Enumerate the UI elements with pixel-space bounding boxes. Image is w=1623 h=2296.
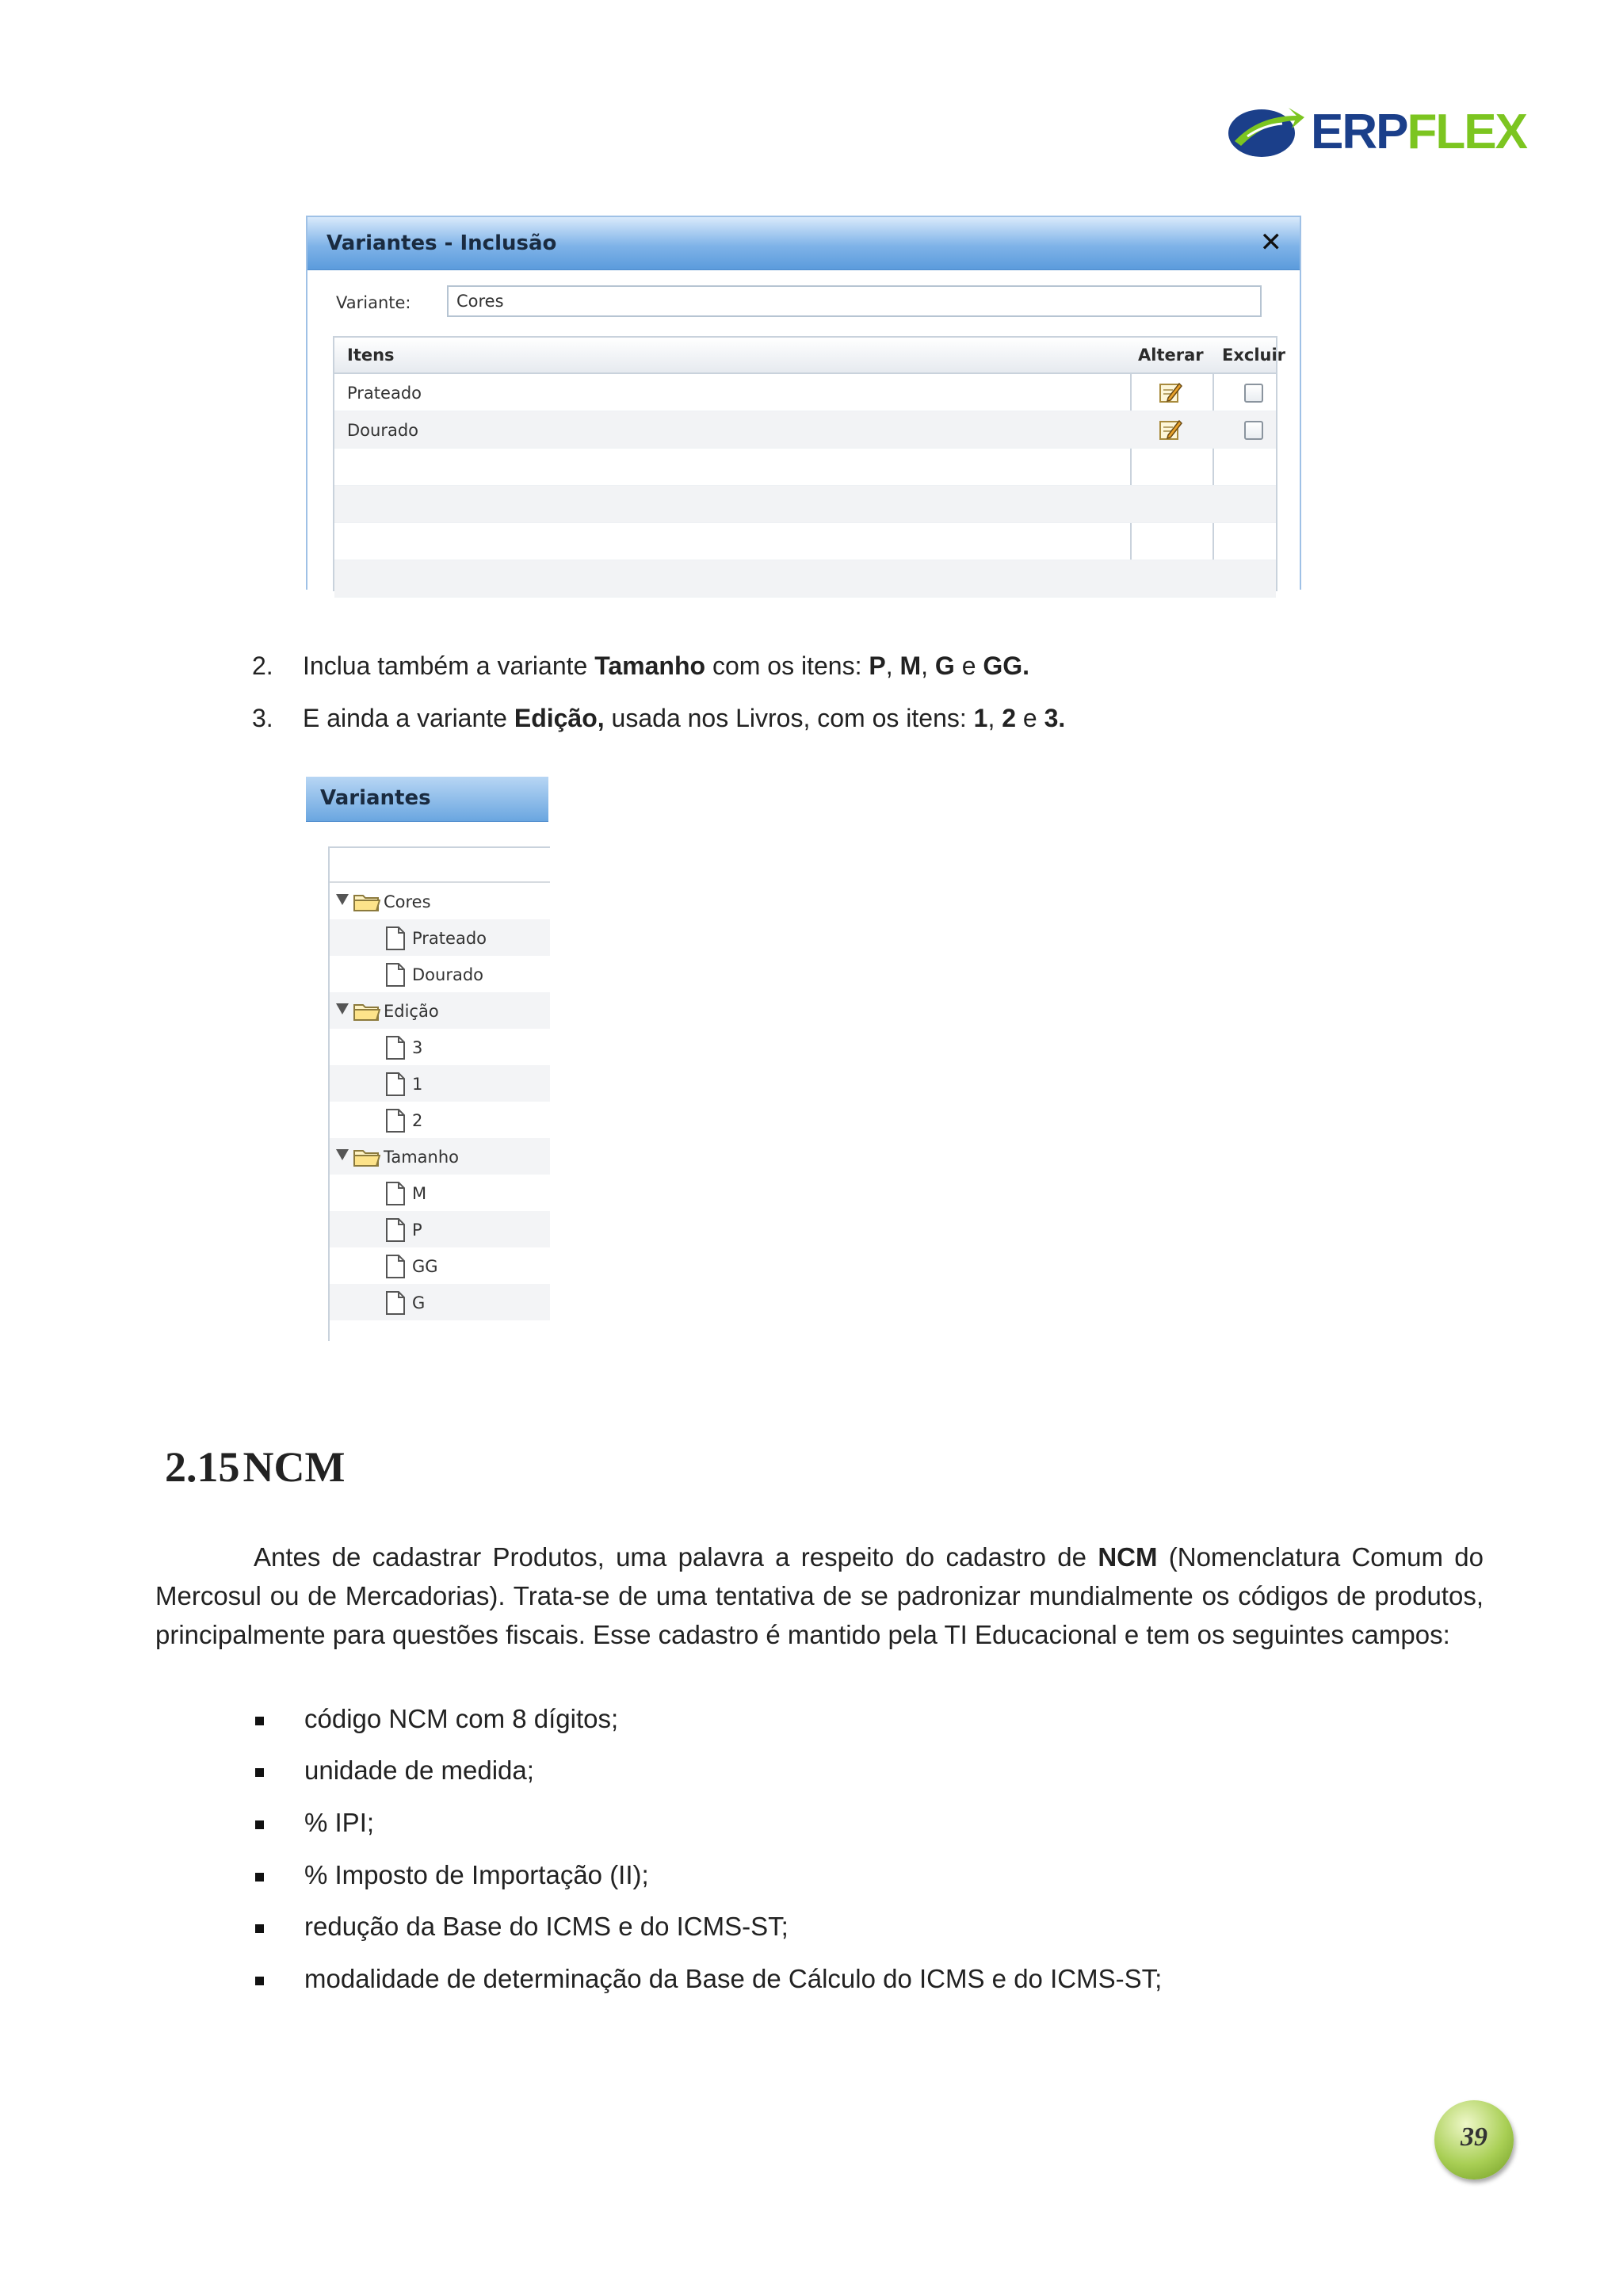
excluir-checkbox[interactable]	[1244, 421, 1263, 440]
column-header-alterar: Alterar	[1138, 346, 1204, 365]
section-number: 2.15	[165, 1443, 240, 1491]
bullet-square-icon	[255, 1977, 264, 1985]
tree-leaf-label: GG	[412, 1257, 438, 1276]
table-row	[334, 411, 1276, 449]
tree-leaf-label: P	[412, 1221, 422, 1240]
table-row	[334, 374, 1276, 411]
list-text: Inclua também a variante Tamanho com os itens: P, M, G e GG.	[303, 651, 1030, 680]
logo-swoosh-icon	[1227, 101, 1306, 163]
erpflex-logo	[1227, 101, 1526, 163]
bullet-square-icon	[255, 1873, 264, 1881]
close-icon[interactable]: ✕	[1259, 227, 1282, 258]
tree-leaf-label: 1	[412, 1075, 423, 1094]
table-row-empty	[334, 486, 1276, 523]
tree-folder-label: Cores	[384, 892, 431, 911]
tree-body	[328, 846, 550, 1341]
tree-leaf-row[interactable]	[330, 1211, 550, 1247]
variantes-inclusao-dialog	[306, 216, 1301, 590]
tree-folder-label: Tamanho	[384, 1148, 460, 1167]
list-number: 2.	[252, 651, 273, 680]
tree-folder-row[interactable]	[330, 992, 550, 1029]
tree-leaf-row[interactable]	[330, 919, 550, 956]
page-number-badge	[1434, 2100, 1514, 2179]
paragraph-bold: NCM	[1098, 1542, 1158, 1572]
tree-folder-row[interactable]	[330, 1138, 550, 1175]
column-header-itens: Itens	[347, 346, 395, 365]
folder-open-icon	[353, 1002, 380, 1021]
document-icon	[385, 1072, 406, 1097]
list-text: E ainda a variante Edição, usada nos Livros, com os itens: 1, 2 e 3.	[303, 704, 1066, 732]
tree-leaf-label: 2	[412, 1111, 423, 1130]
folder-open-icon	[353, 1148, 380, 1167]
tree-leaf-row[interactable]	[330, 1102, 550, 1138]
variante-label: Variante:	[336, 293, 411, 312]
table-row-empty	[334, 523, 1276, 560]
dialog-titlebar	[307, 217, 1300, 270]
table-row-empty	[334, 449, 1276, 486]
page-number: 39	[1461, 2122, 1487, 2152]
item-label: Dourado	[347, 421, 419, 440]
variantes-tree-panel	[306, 777, 548, 1341]
tree-header	[330, 846, 550, 883]
document-icon	[385, 1254, 406, 1279]
edit-icon[interactable]	[1159, 418, 1182, 441]
expand-triangle-icon[interactable]	[336, 1003, 349, 1014]
bullet-text: % IPI;	[304, 1808, 375, 1837]
document-icon	[385, 1181, 406, 1206]
document-icon	[385, 962, 406, 988]
tree-leaf-row[interactable]	[330, 1065, 550, 1102]
column-header-excluir: Excluir	[1222, 346, 1286, 365]
tree-leaf-label: 3	[412, 1038, 423, 1057]
paragraph-part1: Antes de cadastrar Produtos, uma palavra a respeito do cadastro de	[254, 1542, 1098, 1572]
logo-text-flex: FLEX	[1407, 105, 1526, 159]
bullet-text: redução da Base do ICMS e do ICMS-ST;	[304, 1912, 789, 1941]
tree-leaf-row[interactable]	[330, 1029, 550, 1065]
item-label: Prateado	[347, 384, 422, 403]
tree-leaf-row[interactable]	[330, 1247, 550, 1284]
bullet-text: código NCM com 8 dígitos;	[304, 1704, 619, 1733]
tree-leaf-label: Prateado	[412, 929, 487, 948]
bullet-square-icon	[255, 1924, 264, 1933]
expand-triangle-icon[interactable]	[336, 1149, 349, 1160]
list-number: 3.	[252, 704, 273, 732]
logo-text-erp: ERP	[1311, 105, 1407, 159]
tree-leaf-row[interactable]	[330, 956, 550, 992]
section-heading	[165, 1442, 345, 1492]
document-icon	[385, 1290, 406, 1316]
folder-open-icon	[353, 892, 380, 911]
tree-folder-row[interactable]	[330, 883, 550, 919]
edit-icon[interactable]	[1159, 380, 1182, 404]
document-icon	[385, 1108, 406, 1133]
grid-header	[334, 338, 1286, 374]
bullet-square-icon	[255, 1768, 264, 1777]
bullet-text: unidade de medida;	[304, 1755, 534, 1785]
tree-leaf-label: Dourado	[412, 965, 484, 984]
expand-triangle-icon[interactable]	[336, 894, 349, 905]
document-icon	[385, 926, 406, 951]
excluir-checkbox[interactable]	[1244, 384, 1263, 403]
bullet-square-icon	[255, 1820, 264, 1829]
paragraph-part2: (Nomenclatura Comum do Mercosul ou de Mercadorias). Trata-se de uma tentativa de se padronizar mundialmente os códigos de produtos, principalmente para questões fiscais. Esse cadastro é mantido pela TI Educacional e tem os seguintes campos:	[155, 1542, 1484, 1649]
items-grid	[333, 336, 1286, 591]
variante-input[interactable]	[447, 285, 1262, 317]
tree-title: Variantes	[320, 786, 431, 810]
bullet-text: % Imposto de Importação (II);	[304, 1860, 649, 1889]
tree-leaf-label: M	[412, 1184, 427, 1203]
section-title-text: NCM	[242, 1443, 346, 1491]
tree-leaf-label: G	[412, 1293, 426, 1312]
dialog-title: Variantes - Inclusão	[327, 231, 557, 255]
tree-folder-label: Edição	[384, 1002, 439, 1021]
tree-titlebar	[306, 777, 548, 822]
tree-rows	[330, 883, 550, 1320]
document-icon	[385, 1035, 406, 1060]
tree-leaf-row[interactable]	[330, 1175, 550, 1211]
document-icon	[385, 1217, 406, 1243]
tree-leaf-row[interactable]	[330, 1284, 550, 1320]
table-row-empty	[334, 560, 1276, 598]
bullet-square-icon	[255, 1717, 264, 1725]
bullet-text: modalidade de determinação da Base de Cálculo do ICMS e do ICMS-ST;	[304, 1964, 1163, 1993]
intro-paragraph	[155, 1538, 1484, 1654]
